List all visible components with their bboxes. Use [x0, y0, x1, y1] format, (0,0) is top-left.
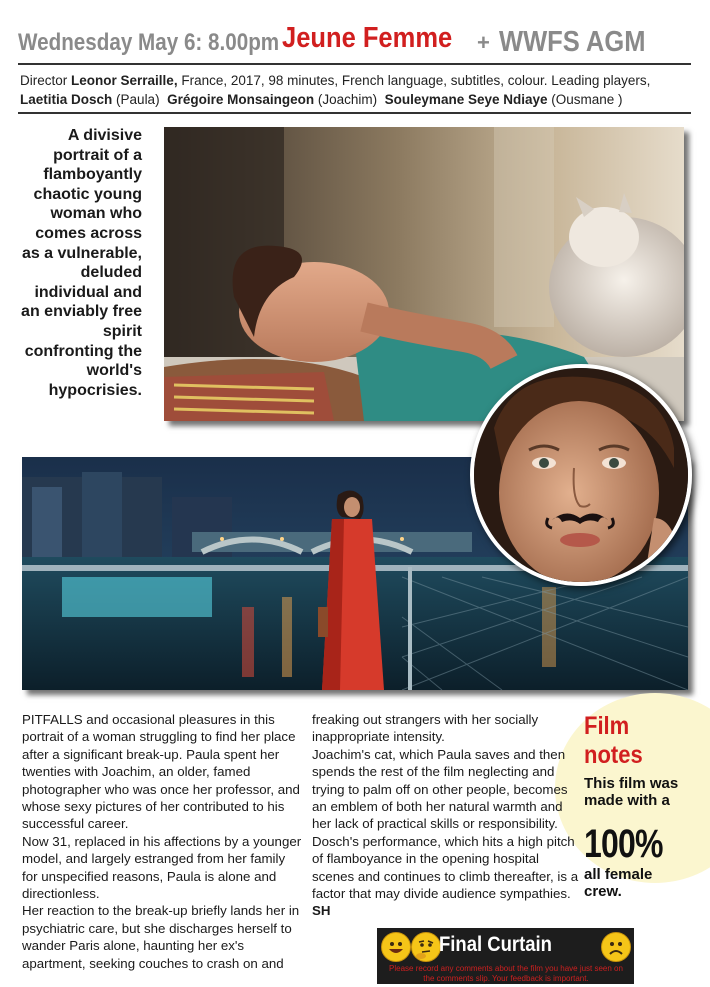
review-paragraph: PITFALLS and occasional pleasures in this portrait of a woman struggling to find her place after a significant break-up. Paula spent her twenties with Joachim, an older, famed photographer who was once her professor, and whose sexy pictures of her contributed to his successful career.: [22, 712, 300, 832]
plus-sign: +: [477, 30, 490, 55]
frowning-face-icon: [601, 932, 631, 962]
review-column-1: [22, 711, 304, 972]
screening-date-time: Wednesday May 6: 8.00pm: [18, 29, 280, 56]
film-notes-heading-line2: notes: [584, 741, 643, 769]
header-rule-top: [18, 63, 691, 65]
film-details: France, 2017, 98 minutes, French language, subtitles, colour. Leading players,: [181, 73, 651, 88]
final-curtain-banner: [377, 928, 634, 984]
event-name: WWFS AGM: [499, 26, 646, 58]
film-notes-percentage: 100%: [584, 822, 663, 866]
actor-name: Laetitia Dosch: [20, 92, 113, 107]
review-paragraph: Her reaction to the break-up briefly lands her in psychiatric care, but she discharges herself to wander Paris alone, haunting her ex's apartment, seeking couches to crash on and: [22, 903, 300, 971]
actor-role: (Paula): [116, 92, 160, 107]
review-paragraph: Now 31, replaced in his affections by a younger model, and largely estranged from her family for unspecified reasons, Paula is alone and directionless.: [22, 833, 302, 902]
film-notes-heading-line1: Film: [584, 712, 630, 740]
review-paragraph: Joachim's cat, which Paula saves and then spends the rest of the film neglecting and trying to palm off on other people, becomes an emblem of both her natural warmth and her lack of practical skills or responsibility.: [312, 746, 568, 832]
actor-name: Grégoire Monsaingeon: [167, 92, 315, 107]
feedback-note: Please record any comments about the film you have just seen on the comments slip. Your feedback is important.: [389, 964, 623, 983]
director-label: Director: [20, 73, 68, 88]
review-author: SH: [312, 903, 331, 919]
film-notes-text: all female crew.: [584, 866, 653, 900]
review-paragraph: Dosch's performance, which hits a high pitch of flamboyance in the opening hospital scenes and continues to climb thereafter, is a factor that may divide audience sympathies.: [312, 833, 579, 902]
thinking-face-icon: [411, 932, 441, 962]
actor-role: (Joachim): [317, 92, 378, 107]
actor-name: Souleymane Seye Ndiaye: [384, 92, 548, 107]
film-notes-heading: [584, 712, 690, 770]
film-credits: [20, 71, 692, 109]
review-column-2: [312, 711, 584, 920]
pull-quote: A divisive portrait of a flamboyantly chaotic young woman who comes across as a vulnerable, deluded individual and an enviably free spirit confronting the world's hypocrisies.: [21, 127, 142, 399]
film-title: Jeune Femme: [282, 22, 453, 54]
film-notes-text: This film was made with a: [584, 775, 679, 809]
page-header: [18, 16, 698, 62]
portrait-with-moustache: [470, 364, 692, 586]
actor-role: (Ousmane ): [551, 92, 623, 107]
final-curtain-title: Final Curtain: [439, 933, 552, 956]
review-paragraph: freaking out strangers with her socially inappropriate intensity.: [312, 712, 539, 745]
smiling-face-icon: [381, 932, 411, 962]
director-name: Leonor Serraille,: [71, 73, 178, 88]
header-rule-bottom: [18, 112, 691, 114]
